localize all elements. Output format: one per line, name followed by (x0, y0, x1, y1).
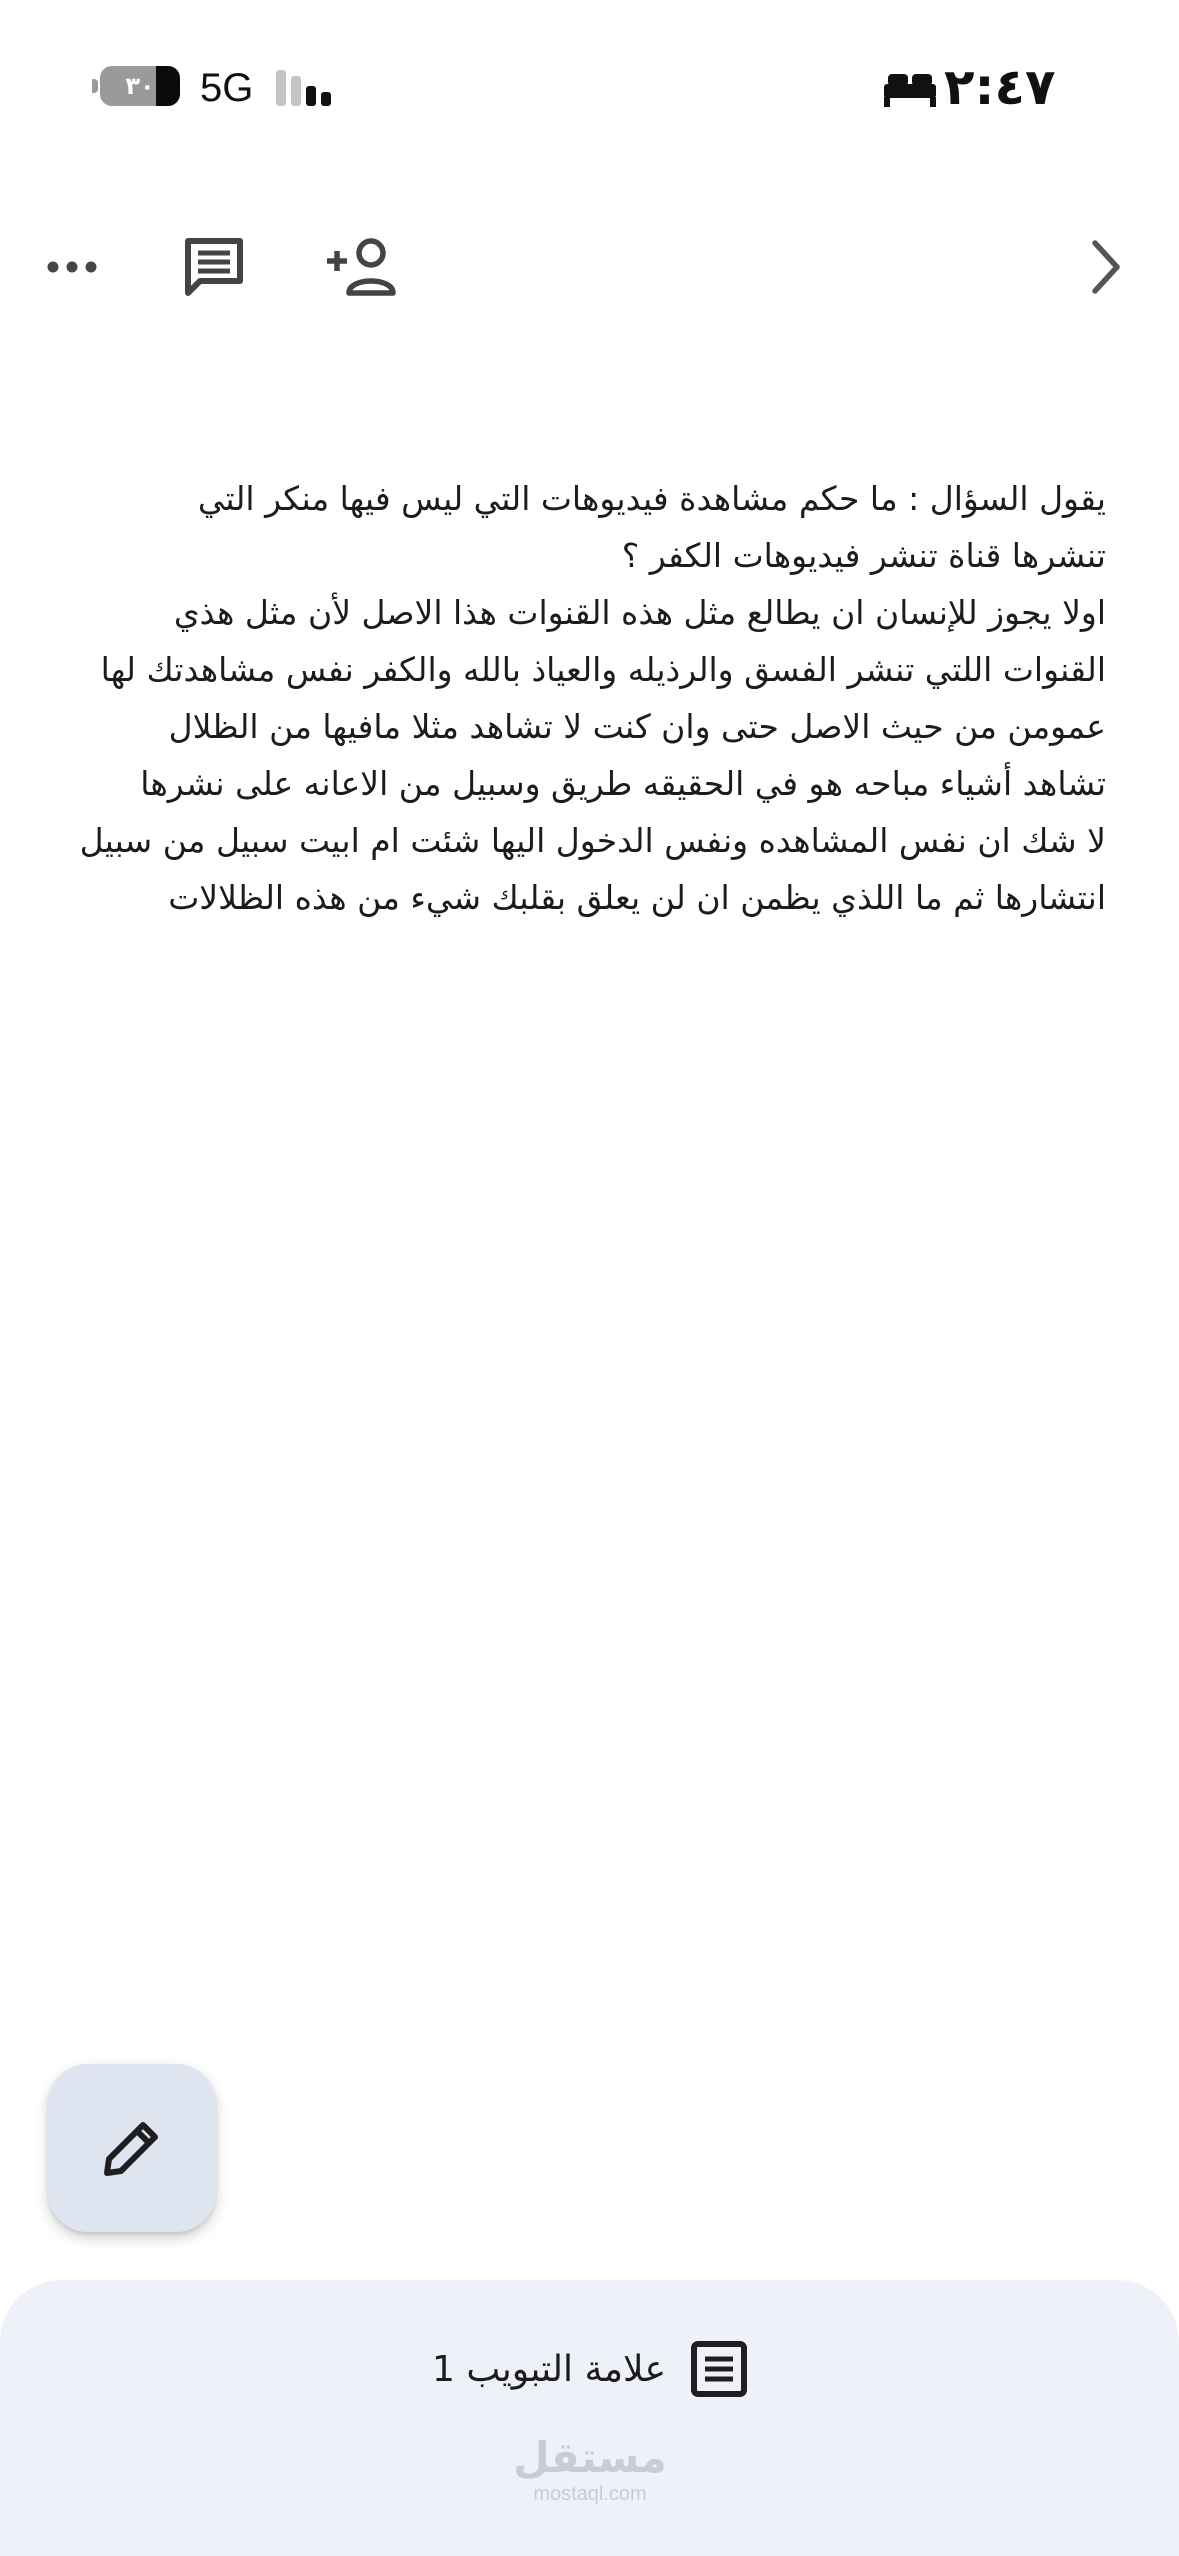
document-line: يقول السؤال : ما حكم مشاهدة فيديوهات التي ليس فيها منكر التي (197, 479, 1106, 518)
document-line: انتشارها ثم ما اللذي يظمن ان لن يعلق بقلبك شيء من هذه الظلالات (168, 878, 1106, 917)
pencil-icon (97, 2113, 167, 2183)
more-options-button[interactable] (30, 225, 114, 309)
add-person-icon (325, 237, 397, 297)
comments-button[interactable] (172, 225, 256, 309)
battery-nub (92, 79, 98, 93)
tab-label: علامة التبويب 1 (432, 2348, 667, 2390)
watermark-arabic: مستقل (513, 2433, 667, 2482)
signal-bar (321, 92, 331, 106)
signal-bar (306, 86, 316, 106)
document-list-icon (690, 2340, 748, 2398)
bed-icon (882, 70, 938, 108)
battery-icon (100, 66, 180, 106)
battery-level-label: ٣٠ (125, 72, 155, 100)
watermark-url: mostaql.com (533, 2483, 647, 2505)
edit-button[interactable] (48, 2064, 216, 2232)
more-horizontal-icon (45, 257, 99, 277)
bottom-sheet (0, 2280, 1179, 2556)
watermark-logo (490, 2434, 690, 2506)
comment-icon (182, 235, 246, 299)
document-line: القنوات اللتي تنشر الفسق والرذيله والعياذ بالله والكفر نفس مشاهدتك لها (100, 650, 1106, 689)
tab-selector-button[interactable] (380, 2326, 800, 2412)
document-line: تشاهد أشياء مباحه هو في الحقيقه طريق وسبيل من الاعانه على نشرها (140, 764, 1106, 803)
share-add-person-button[interactable] (316, 225, 406, 309)
signal-bar (291, 76, 301, 106)
network-type: 5G (200, 66, 254, 110)
forward-button[interactable] (1068, 225, 1144, 309)
document-line: عمومن من حيث الاصل حتى وان كنت لا تشاهد مثلا مافيها من الظلال (168, 707, 1106, 746)
document-line: اولا يجوز للإنسان ان يطالع مثل هذه القنوات هذا الاصل لأن مثل هذي (173, 593, 1106, 632)
document-body[interactable] (80, 470, 1106, 926)
status-time: ٢:٤٧ (944, 58, 1056, 116)
document-line: لا شك ان نفس المشاهده ونفس الدخول اليها شئت ام ابيت سبيل من سبيل (79, 821, 1106, 860)
signal-bar (276, 70, 286, 106)
document-line: تنشرها قناة تنشر فيديوهات الكفر ؟ (621, 536, 1106, 575)
chevron-right-icon (1089, 239, 1123, 295)
signal-icon (276, 70, 336, 106)
status-bar (0, 0, 1179, 175)
